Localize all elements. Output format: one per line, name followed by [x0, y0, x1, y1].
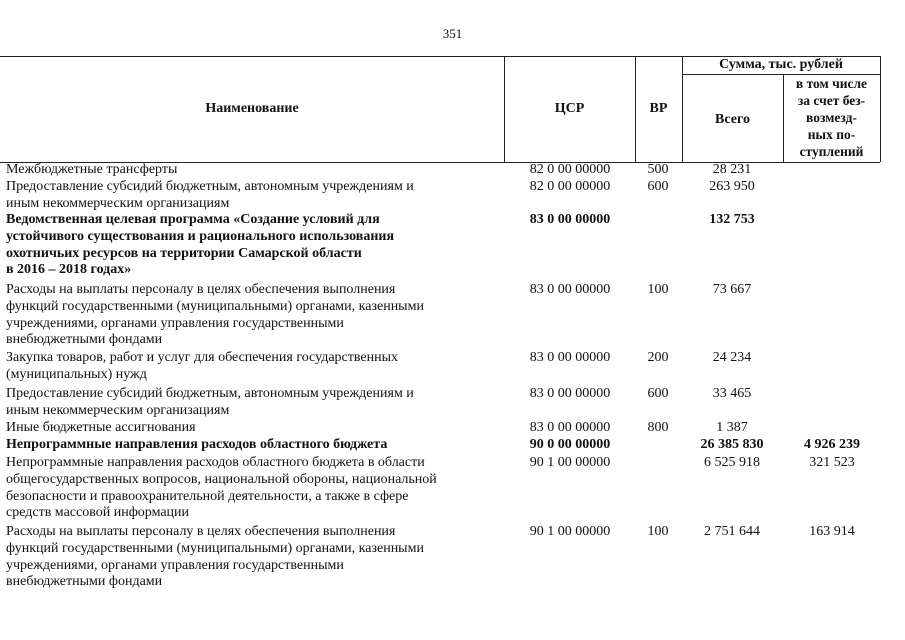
row-including: 4 926 239 [804, 437, 860, 452]
header-including-line: возмезд- [806, 110, 857, 125]
row-vr: 100 [647, 282, 669, 297]
row-total: 6 525 918 [704, 455, 760, 470]
row-name-line: Предоставление субсидий бюджетным, автономным учреждениям и [6, 179, 414, 194]
row-total: 2 751 644 [704, 524, 760, 539]
row-csr: 83 0 00 00000 [529, 350, 611, 365]
row-name [6, 437, 500, 454]
row-name-line: Расходы на выплаты персоналу в целях обеспечения выполнения [6, 282, 396, 297]
row-name [6, 386, 500, 420]
row-total: 24 234 [712, 350, 752, 365]
row-csr: 83 0 00 00000 [529, 386, 611, 401]
row-csr: 90 1 00 00000 [529, 455, 611, 470]
row-total: 26 385 830 [700, 437, 764, 452]
row-csr: 83 0 00 00000 [529, 212, 611, 227]
row-name-line: внебюджетными фондами [6, 332, 163, 348]
row-name-line: безопасности и правоохранительной деятельности, а также в сфере [6, 488, 409, 504]
row-name-line: Непрограммные направления расходов областного бюджета в области [6, 455, 425, 470]
header-name: Наименование [205, 101, 299, 116]
row-name-line: Ведомственная целевая программа «Создание условий для [6, 212, 380, 227]
row-name-line: Иные бюджетные ассигнования [6, 420, 196, 435]
row-name-line: средств массовой информации [6, 505, 190, 521]
header-total: Всего [715, 112, 750, 127]
row-csr: 83 0 00 00000 [529, 282, 611, 297]
row-name-line: Предоставление субсидий бюджетным, автономным учреждениям и [6, 386, 414, 401]
header-csr: ЦСР [554, 101, 585, 116]
row-csr: 83 0 00 00000 [529, 420, 611, 435]
row-csr: 82 0 00 00000 [529, 162, 611, 177]
row-name-line: иным некоммерческим организациям [6, 402, 230, 418]
row-csr: 90 1 00 00000 [529, 524, 611, 539]
row-including: 163 914 [809, 524, 855, 539]
row-name-line: внебюджетными фондами [6, 574, 163, 590]
row-total: 73 667 [712, 282, 752, 297]
row-name-line: иным некоммерческим организациям [6, 195, 230, 211]
row-name-line: устойчивого существования и рационального использования [6, 228, 395, 244]
row-name [6, 455, 500, 522]
row-csr: 82 0 00 00000 [529, 179, 611, 194]
row-name-line: функций государственными (муниципальными) органами, казенными [6, 298, 424, 314]
header-including-line: в том числе [795, 76, 868, 91]
row-name-line: Расходы на выплаты персоналу в целях обеспечения выполнения [6, 524, 396, 539]
row-vr: 800 [647, 420, 669, 435]
row-vr: 600 [647, 179, 669, 194]
row-vr: 500 [647, 162, 669, 177]
row-name [6, 212, 500, 279]
row-name-line: общегосударственных вопросов, национальной обороны, национальной [6, 471, 437, 487]
row-name-line: Межбюджетные трансферты [6, 162, 178, 177]
row-total: 33 465 [712, 386, 752, 401]
row-total: 132 753 [709, 212, 755, 227]
row-name [6, 350, 500, 384]
row-name-line: Непрограммные направления расходов областного бюджета [6, 437, 388, 452]
header-including [783, 75, 880, 160]
header-including-line: ступлений [799, 144, 864, 159]
row-csr: 90 0 00 00000 [529, 437, 611, 452]
header-including-line: за счет без- [797, 93, 866, 108]
row-name-line: охотничьих ресурсов на территории Самарской области [6, 245, 362, 261]
row-vr: 100 [647, 524, 669, 539]
row-total: 1 387 [716, 420, 748, 435]
row-name-line: Закупка товаров, работ и услуг для обеспечения государственных [6, 350, 399, 365]
row-name [6, 420, 500, 437]
row-name-line: (муниципальных) нужд [6, 366, 147, 382]
page-number: 351 [442, 26, 463, 41]
header-sum-group: Сумма, тыс. рублей [719, 57, 843, 72]
row-name-line: функций государственными (муниципальными) органами, казенными [6, 540, 424, 556]
row-name [6, 179, 500, 213]
row-name-line: учреждениями, органами управления государственными [6, 557, 344, 573]
row-name [6, 282, 500, 349]
header-including-line: ных по- [807, 127, 856, 142]
row-total: 28 231 [712, 162, 752, 177]
row-total: 263 950 [709, 179, 755, 194]
row-name [6, 524, 500, 591]
header-vr: ВР [649, 101, 668, 116]
col-divider-right [880, 56, 881, 162]
row-name [6, 162, 500, 179]
row-vr: 200 [647, 350, 669, 365]
row-including: 321 523 [809, 455, 855, 470]
row-name-line: в 2016 – 2018 годах» [6, 262, 132, 278]
row-vr: 600 [647, 386, 669, 401]
row-name-line: учреждениями, органами управления государственными [6, 315, 344, 331]
